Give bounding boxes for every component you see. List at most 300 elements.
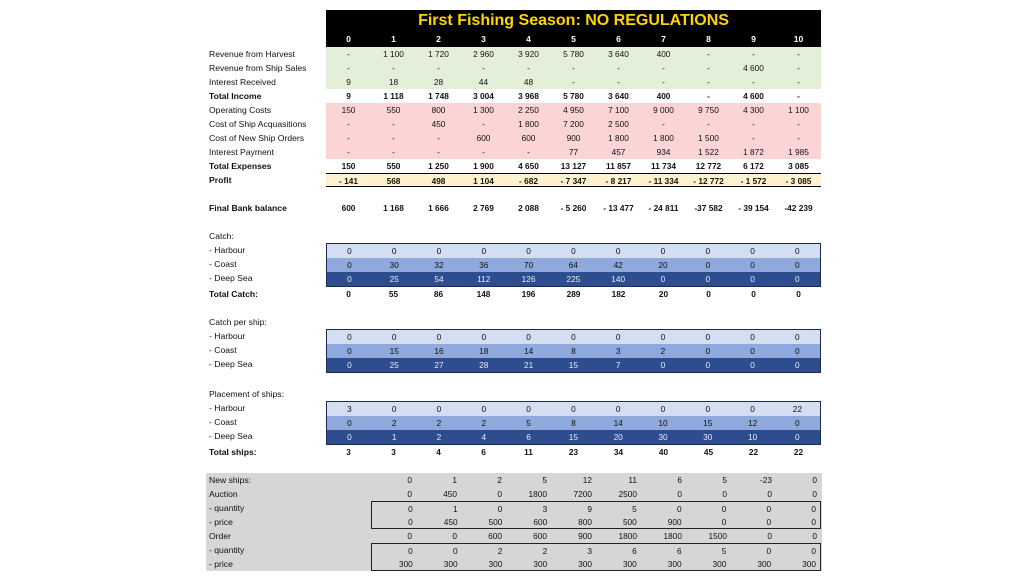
cell[interactable]: - bbox=[392, 147, 395, 157]
cell[interactable]: - bbox=[482, 147, 485, 157]
cell[interactable]: 0 bbox=[750, 332, 755, 342]
cell[interactable]: 0 bbox=[795, 432, 800, 442]
cell[interactable]: - 3 085 bbox=[785, 176, 812, 186]
cell[interactable]: 3 004 bbox=[473, 91, 494, 101]
cell[interactable]: 32 bbox=[434, 260, 444, 270]
cell[interactable]: -42 239 bbox=[784, 203, 813, 213]
cell[interactable]: 600 bbox=[476, 133, 491, 143]
cell[interactable]: 300 bbox=[757, 559, 772, 569]
cell[interactable]: 450 bbox=[431, 119, 446, 129]
cell[interactable]: - bbox=[347, 49, 350, 59]
cell[interactable]: 77 bbox=[568, 147, 579, 157]
cell[interactable]: 300 bbox=[667, 559, 682, 569]
cell[interactable]: 0 bbox=[408, 504, 413, 514]
cell[interactable]: 0 bbox=[347, 418, 352, 428]
cell[interactable]: 11 734 bbox=[651, 161, 676, 171]
cell[interactable]: - bbox=[797, 77, 800, 87]
cell[interactable]: 300 bbox=[488, 559, 503, 569]
cell[interactable]: - 141 bbox=[339, 176, 358, 186]
cell[interactable]: 300 bbox=[622, 559, 637, 569]
cell[interactable]: 0 bbox=[766, 504, 772, 514]
cell[interactable]: 0 bbox=[811, 517, 816, 527]
cell[interactable]: 0 bbox=[408, 517, 413, 527]
cell[interactable]: 450 bbox=[443, 489, 457, 499]
cell[interactable]: 0 bbox=[407, 475, 412, 485]
cell[interactable]: - 39 154 bbox=[738, 203, 769, 213]
cell[interactable]: - 24 811 bbox=[648, 203, 679, 213]
cell[interactable]: 11 bbox=[628, 475, 637, 485]
cell[interactable]: 3 bbox=[391, 447, 396, 457]
cell[interactable]: - 7 347 bbox=[560, 176, 587, 186]
cell[interactable]: 500 bbox=[488, 517, 503, 527]
cell[interactable]: 28 bbox=[433, 77, 444, 87]
cell[interactable]: -37 582 bbox=[694, 203, 723, 213]
cell[interactable]: 30 bbox=[389, 260, 399, 270]
cell[interactable]: 9 bbox=[346, 77, 351, 87]
cell[interactable]: 0 bbox=[811, 546, 816, 556]
cell[interactable]: - bbox=[707, 63, 710, 73]
cell[interactable]: 0 bbox=[407, 531, 412, 541]
cell[interactable]: 54 bbox=[434, 274, 444, 284]
cell[interactable]: 0 bbox=[795, 260, 800, 270]
cell[interactable]: 0 bbox=[750, 260, 755, 270]
cell[interactable]: 600 bbox=[521, 133, 536, 143]
cell[interactable]: 0 bbox=[452, 531, 457, 541]
cell[interactable]: 0 bbox=[526, 332, 531, 342]
cell[interactable]: - bbox=[707, 91, 710, 101]
cell[interactable]: 12 772 bbox=[695, 161, 722, 171]
cell[interactable]: 14 bbox=[523, 346, 534, 356]
cell[interactable]: 2 bbox=[542, 546, 548, 556]
cell[interactable]: 6 172 bbox=[743, 161, 764, 171]
cell[interactable]: 3 968 bbox=[518, 91, 539, 101]
cell[interactable]: - bbox=[797, 49, 800, 59]
cell[interactable]: 600 bbox=[341, 203, 356, 213]
cell[interactable]: 0 bbox=[677, 489, 682, 499]
cell[interactable]: 6 bbox=[526, 432, 531, 442]
cell[interactable]: 22 bbox=[792, 404, 802, 414]
cell[interactable]: 0 bbox=[721, 504, 727, 514]
cell[interactable]: 0 bbox=[796, 289, 801, 299]
cell[interactable]: 800 bbox=[431, 105, 446, 115]
cell[interactable]: 0 bbox=[676, 504, 682, 514]
cell[interactable]: 4 300 bbox=[743, 105, 764, 115]
cell[interactable]: 3 640 bbox=[608, 49, 629, 59]
cell[interactable]: 300 bbox=[578, 559, 592, 569]
cell[interactable]: - bbox=[347, 133, 350, 143]
cell[interactable]: 600 bbox=[533, 531, 547, 541]
cell[interactable]: - bbox=[752, 133, 755, 143]
cell[interactable]: 0 bbox=[705, 246, 711, 256]
cell[interactable]: 4 650 bbox=[518, 161, 539, 171]
cell[interactable]: 7 100 bbox=[608, 105, 629, 115]
cell[interactable]: 0 bbox=[436, 332, 442, 342]
cell[interactable]: 0 bbox=[660, 360, 666, 370]
cell[interactable]: 550 bbox=[386, 161, 401, 171]
cell[interactable]: 5 bbox=[542, 475, 547, 485]
cell[interactable]: 0 bbox=[347, 332, 352, 342]
cell[interactable]: 12 bbox=[582, 475, 592, 485]
cell[interactable]: 1 800 bbox=[518, 119, 539, 129]
cell[interactable]: 457 bbox=[611, 147, 626, 157]
cell[interactable]: 300 bbox=[443, 559, 458, 569]
cell[interactable]: 0 bbox=[660, 404, 666, 414]
cell[interactable]: 2500 bbox=[618, 489, 637, 499]
cell[interactable]: - bbox=[527, 147, 530, 157]
cell[interactable]: 0 bbox=[347, 274, 352, 284]
cell[interactable]: 14 bbox=[613, 418, 623, 428]
cell[interactable]: 0 bbox=[571, 246, 576, 256]
cell[interactable]: 4 600 bbox=[743, 63, 764, 73]
cell[interactable]: 2 bbox=[391, 418, 397, 428]
cell[interactable]: - bbox=[707, 49, 710, 59]
cell[interactable]: 5 780 bbox=[563, 49, 584, 59]
cell[interactable]: 150 bbox=[341, 105, 356, 115]
cell[interactable]: 0 bbox=[705, 274, 711, 284]
cell[interactable]: - bbox=[752, 49, 755, 59]
cell[interactable]: 9 bbox=[587, 504, 592, 514]
cell[interactable]: 44 bbox=[478, 77, 489, 87]
cell[interactable]: 196 bbox=[521, 289, 536, 299]
cell[interactable]: 1 748 bbox=[428, 91, 449, 101]
cell[interactable]: - bbox=[707, 77, 710, 87]
cell[interactable]: 48 bbox=[523, 77, 534, 87]
cell[interactable]: 0 bbox=[811, 504, 816, 514]
cell[interactable]: 15 bbox=[703, 418, 713, 428]
cell[interactable]: 1 872 bbox=[743, 147, 764, 157]
cell[interactable]: - bbox=[437, 147, 440, 157]
cell[interactable]: - bbox=[392, 119, 395, 129]
cell[interactable]: 20 bbox=[658, 289, 669, 299]
cell[interactable]: 0 bbox=[750, 346, 755, 356]
cell[interactable]: 0 bbox=[346, 289, 351, 299]
cell[interactable]: 9 750 bbox=[698, 105, 719, 115]
cell[interactable]: 2 bbox=[660, 346, 666, 356]
cell[interactable]: 3 920 bbox=[518, 49, 539, 59]
cell[interactable]: 0 bbox=[750, 360, 755, 370]
cell[interactable]: 2 bbox=[436, 418, 442, 428]
cell[interactable]: - 682 bbox=[519, 176, 538, 186]
cell[interactable]: 22 bbox=[793, 447, 804, 457]
cell[interactable]: 300 bbox=[533, 559, 548, 569]
cell[interactable]: 5 bbox=[722, 475, 727, 485]
cell[interactable]: - 12 772 bbox=[693, 176, 724, 186]
cell[interactable]: - bbox=[662, 119, 665, 129]
cell[interactable]: 7 bbox=[615, 360, 621, 370]
cell[interactable]: 550 bbox=[386, 105, 401, 115]
cell[interactable]: 1 666 bbox=[428, 203, 449, 213]
cell[interactable]: 568 bbox=[386, 176, 401, 186]
cell[interactable]: 148 bbox=[476, 289, 491, 299]
cell[interactable]: 0 bbox=[705, 360, 711, 370]
cell[interactable]: - bbox=[482, 119, 485, 129]
cell[interactable]: 0 bbox=[751, 289, 756, 299]
cell[interactable]: 7 200 bbox=[563, 119, 584, 129]
cell[interactable]: 0 bbox=[526, 404, 531, 414]
cell[interactable]: 2 bbox=[481, 418, 487, 428]
cell[interactable]: 8 bbox=[571, 346, 576, 356]
cell[interactable]: 0 bbox=[347, 360, 352, 370]
cell[interactable]: - bbox=[572, 77, 575, 87]
cell[interactable]: 0 bbox=[767, 489, 772, 499]
cell[interactable]: 0 bbox=[407, 489, 412, 499]
cell[interactable]: 500 bbox=[622, 517, 637, 527]
cell[interactable]: - bbox=[662, 77, 665, 87]
cell[interactable]: 0 bbox=[721, 517, 727, 527]
cell[interactable]: 900 bbox=[578, 531, 592, 541]
cell[interactable]: - bbox=[662, 63, 665, 73]
cell[interactable]: 0 bbox=[706, 289, 711, 299]
cell[interactable]: 0 bbox=[497, 489, 502, 499]
cell[interactable]: 0 bbox=[391, 246, 397, 256]
cell[interactable]: 3 bbox=[587, 546, 592, 556]
cell[interactable]: 1 100 bbox=[383, 49, 404, 59]
cell[interactable]: 30 bbox=[703, 432, 713, 442]
cell[interactable]: 2 960 bbox=[473, 49, 494, 59]
cell[interactable]: 0 bbox=[705, 260, 711, 270]
cell[interactable]: 1 bbox=[452, 504, 458, 514]
cell[interactable]: - bbox=[797, 91, 800, 101]
cell[interactable]: 0 bbox=[722, 489, 727, 499]
cell[interactable]: 7200 bbox=[573, 489, 592, 499]
cell[interactable]: 4 bbox=[481, 432, 487, 442]
cell[interactable]: 0 bbox=[391, 404, 397, 414]
cell[interactable]: 289 bbox=[566, 289, 581, 299]
cell[interactable]: 300 bbox=[712, 559, 727, 569]
cell[interactable]: 3 bbox=[346, 447, 351, 457]
cell[interactable]: - bbox=[347, 119, 350, 129]
cell[interactable]: 0 bbox=[347, 246, 352, 256]
cell[interactable]: - bbox=[617, 77, 620, 87]
cell[interactable]: 900 bbox=[566, 133, 581, 143]
cell[interactable]: - bbox=[752, 77, 755, 87]
cell[interactable]: 0 bbox=[571, 404, 576, 414]
cell[interactable]: 0 bbox=[660, 332, 666, 342]
cell[interactable]: - bbox=[527, 63, 530, 73]
cell[interactable]: 1 100 bbox=[788, 105, 809, 115]
cell[interactable]: 400 bbox=[656, 91, 671, 101]
cell[interactable]: 0 bbox=[766, 517, 772, 527]
cell[interactable]: - bbox=[347, 147, 350, 157]
cell[interactable]: - 13 477 bbox=[603, 203, 634, 213]
cell[interactable]: 25 bbox=[389, 274, 399, 284]
cell[interactable]: 20 bbox=[658, 260, 668, 270]
cell[interactable]: 3 bbox=[542, 504, 548, 514]
cell[interactable]: 28 bbox=[479, 360, 489, 370]
cell[interactable]: 1 300 bbox=[473, 105, 494, 115]
cell[interactable]: 2 bbox=[497, 546, 503, 556]
cell[interactable]: 2 250 bbox=[518, 105, 539, 115]
cell[interactable]: 5 780 bbox=[563, 91, 584, 101]
cell[interactable]: 600 bbox=[533, 517, 548, 527]
cell[interactable]: 300 bbox=[398, 559, 413, 569]
cell[interactable]: 11 bbox=[524, 447, 533, 457]
cell[interactable]: 6 bbox=[632, 546, 637, 556]
cell[interactable]: 450 bbox=[443, 517, 458, 527]
cell[interactable]: 5 bbox=[526, 418, 531, 428]
cell[interactable]: -23 bbox=[760, 475, 772, 485]
cell[interactable]: 0 bbox=[705, 332, 711, 342]
cell[interactable]: 0 bbox=[436, 404, 442, 414]
cell[interactable]: 0 bbox=[347, 432, 352, 442]
cell[interactable]: 0 bbox=[408, 546, 413, 556]
cell[interactable]: 0 bbox=[497, 504, 503, 514]
cell[interactable]: - bbox=[752, 119, 755, 129]
cell[interactable]: 0 bbox=[795, 246, 800, 256]
cell[interactable]: 23 bbox=[568, 447, 579, 457]
cell[interactable]: 0 bbox=[705, 404, 711, 414]
cell[interactable]: 0 bbox=[795, 332, 800, 342]
cell[interactable]: - bbox=[797, 63, 800, 73]
cell[interactable]: 0 bbox=[812, 489, 817, 499]
cell[interactable]: 126 bbox=[521, 274, 536, 284]
cell[interactable]: 18 bbox=[388, 77, 399, 87]
cell[interactable]: 182 bbox=[611, 289, 626, 299]
cell[interactable]: 70 bbox=[523, 260, 534, 270]
cell[interactable]: 20 bbox=[613, 432, 623, 442]
cell[interactable]: 1 118 bbox=[383, 91, 404, 101]
cell[interactable]: 2 769 bbox=[473, 203, 494, 213]
cell[interactable]: 225 bbox=[566, 274, 581, 284]
cell[interactable]: 0 bbox=[481, 404, 487, 414]
cell[interactable]: 55 bbox=[388, 289, 399, 299]
cell[interactable]: 1 522 bbox=[698, 147, 719, 157]
cell[interactable]: 11 857 bbox=[606, 161, 631, 171]
cell[interactable]: - 5 260 bbox=[560, 203, 587, 213]
cell[interactable]: 0 bbox=[526, 246, 531, 256]
cell[interactable]: 27 bbox=[434, 360, 444, 370]
cell[interactable]: 42 bbox=[613, 260, 623, 270]
cell[interactable]: 0 bbox=[391, 332, 397, 342]
cell[interactable]: - bbox=[617, 63, 620, 73]
cell[interactable]: - bbox=[347, 63, 350, 73]
cell[interactable]: 13 127 bbox=[560, 161, 587, 171]
cell[interactable]: 150 bbox=[341, 161, 356, 171]
cell[interactable]: 0 bbox=[750, 246, 755, 256]
cell[interactable]: - bbox=[437, 63, 440, 73]
cell[interactable]: 36 bbox=[479, 260, 489, 270]
cell[interactable]: 934 bbox=[656, 147, 671, 157]
cell[interactable]: 0 bbox=[795, 346, 800, 356]
cell[interactable]: 18 bbox=[479, 346, 489, 356]
cell[interactable]: 15 bbox=[389, 346, 399, 356]
cell[interactable]: 600 bbox=[488, 531, 502, 541]
cell[interactable]: 21 bbox=[523, 360, 534, 370]
cell[interactable]: 4 bbox=[436, 447, 441, 457]
cell[interactable]: 8 bbox=[571, 418, 576, 428]
cell[interactable]: 0 bbox=[615, 332, 621, 342]
cell[interactable]: 10 bbox=[658, 418, 668, 428]
cell[interactable]: 0 bbox=[347, 346, 352, 356]
cell[interactable]: 1 720 bbox=[428, 49, 449, 59]
cell[interactable]: 3 640 bbox=[608, 91, 629, 101]
cell[interactable]: 300 bbox=[802, 559, 816, 569]
cell[interactable]: 64 bbox=[568, 260, 578, 270]
cell[interactable]: - 11 334 bbox=[648, 176, 679, 186]
cell[interactable]: 0 bbox=[615, 246, 621, 256]
cell[interactable]: 0 bbox=[705, 346, 711, 356]
cell[interactable]: 2 bbox=[497, 475, 502, 485]
cell[interactable]: 45 bbox=[703, 447, 714, 457]
cell[interactable]: 0 bbox=[481, 332, 487, 342]
cell[interactable]: 2 bbox=[436, 432, 442, 442]
cell[interactable]: 2 088 bbox=[518, 203, 539, 213]
cell[interactable]: 25 bbox=[389, 360, 399, 370]
cell[interactable]: - bbox=[797, 133, 800, 143]
cell[interactable]: 9 000 bbox=[653, 105, 674, 115]
cell[interactable]: 1800 bbox=[663, 531, 682, 541]
cell[interactable]: 1 500 bbox=[698, 133, 719, 143]
cell[interactable]: 40 bbox=[658, 447, 669, 457]
cell[interactable]: 1800 bbox=[618, 531, 637, 541]
cell[interactable]: 0 bbox=[795, 418, 800, 428]
cell[interactable]: 1 bbox=[452, 475, 457, 485]
cell[interactable]: 0 bbox=[767, 531, 772, 541]
cell[interactable]: 3 bbox=[615, 346, 621, 356]
cell[interactable]: 0 bbox=[795, 360, 800, 370]
cell[interactable]: 498 bbox=[431, 176, 446, 186]
cell[interactable]: 1 800 bbox=[608, 133, 629, 143]
cell[interactable]: 2 500 bbox=[608, 119, 629, 129]
cell[interactable]: 0 bbox=[766, 546, 772, 556]
cell[interactable]: 16 bbox=[434, 346, 444, 356]
cell[interactable]: 6 bbox=[481, 447, 486, 457]
cell[interactable]: 0 bbox=[571, 332, 576, 342]
cell[interactable]: - bbox=[707, 119, 710, 129]
cell[interactable]: 1 168 bbox=[383, 203, 404, 213]
cell[interactable]: - bbox=[392, 63, 395, 73]
cell[interactable]: 0 bbox=[436, 246, 442, 256]
cell[interactable]: 86 bbox=[433, 289, 444, 299]
cell[interactable]: 1 bbox=[391, 432, 397, 442]
cell[interactable]: 30 bbox=[658, 432, 668, 442]
cell[interactable]: 3 085 bbox=[788, 161, 809, 171]
cell[interactable]: 0 bbox=[481, 246, 487, 256]
cell[interactable]: 0 bbox=[615, 404, 621, 414]
cell[interactable]: 15 bbox=[568, 432, 578, 442]
cell[interactable]: 1 900 bbox=[473, 161, 494, 171]
cell[interactable]: 0 bbox=[812, 531, 817, 541]
cell[interactable]: 1 104 bbox=[473, 176, 494, 186]
cell[interactable]: 4 600 bbox=[743, 91, 764, 101]
cell[interactable]: 0 bbox=[750, 274, 755, 284]
cell[interactable]: 5 bbox=[632, 504, 637, 514]
cell[interactable]: - bbox=[392, 133, 395, 143]
cell[interactable]: 4 950 bbox=[563, 105, 584, 115]
cell[interactable]: 1 800 bbox=[653, 133, 674, 143]
cell[interactable]: 0 bbox=[347, 260, 352, 270]
cell[interactable]: 1800 bbox=[528, 489, 547, 499]
cell[interactable]: 112 bbox=[477, 274, 491, 284]
cell[interactable]: 9 bbox=[346, 91, 351, 101]
cell[interactable]: 12 bbox=[747, 418, 758, 428]
cell[interactable]: 6 bbox=[676, 546, 682, 556]
cell[interactable]: - 1 572 bbox=[740, 176, 767, 186]
cell[interactable]: - bbox=[797, 119, 800, 129]
cell[interactable]: 1 250 bbox=[428, 161, 449, 171]
cell[interactable]: 0 bbox=[812, 475, 817, 485]
cell[interactable]: 3 bbox=[347, 404, 352, 414]
cell[interactable]: 1 985 bbox=[788, 147, 809, 157]
cell[interactable]: - bbox=[437, 133, 440, 143]
cell[interactable]: 0 bbox=[660, 274, 666, 284]
cell[interactable]: 1500 bbox=[708, 531, 727, 541]
cell[interactable]: 10 bbox=[747, 432, 758, 442]
cell[interactable]: 6 bbox=[677, 475, 682, 485]
cell[interactable]: - bbox=[482, 63, 485, 73]
cell[interactable]: 0 bbox=[452, 546, 458, 556]
cell[interactable]: 5 bbox=[721, 546, 727, 556]
